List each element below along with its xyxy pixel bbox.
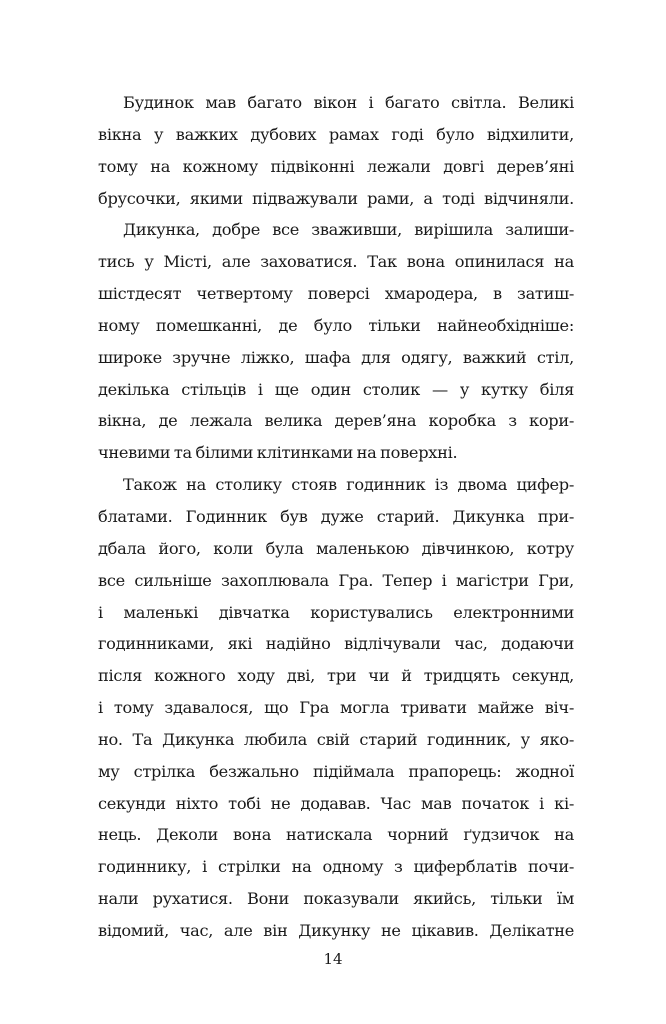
text-line: нали рухатися. Вони показували якийсь, тільки їм (98, 889, 574, 909)
page-body (98, 87, 574, 947)
paragraph-1 (98, 87, 574, 214)
text-line: годиннику, і стрілки на одному з циферблатів почи- (98, 857, 574, 877)
page-number: 14 (323, 950, 343, 968)
text-line: ному помешканні, де було тільки найнеобхідніше: (98, 315, 574, 335)
text-line: після кожного ходу дві, три чи й тридцять секунд, (98, 666, 574, 686)
text-line: вікна, де лежала велика дерев’яна коробка з кори- (98, 411, 574, 431)
text-line: Також на столику стояв годинник із двома цифер- (123, 475, 574, 495)
text-line: нець. Деколи вона натискала чорний ґудзичок на (98, 825, 574, 845)
text-line: тому на кожному підвіконні лежали довгі дерев’яні (98, 156, 574, 176)
text-line: Будинок мав багато вікон і багато світла. Великі (123, 93, 574, 112)
text-line: і маленькі дівчатка користувались електронними (98, 602, 574, 622)
text-line: вікна у важких дубових рамах годі було відхилити, (98, 124, 574, 144)
text-line: чневими та білими клітинками на поверхні. (98, 443, 458, 463)
text-line: тись у Місті, але заховатися. Так вона опинилася на (98, 252, 574, 272)
text-line: все сильніше захоплювала Гра. Тепер і магістри Гри, (98, 570, 574, 590)
text-line: декілька стільців і ще один столик — у кутку біля (98, 379, 574, 399)
text-line: блатами. Годинник був дуже старий. Дикунка при- (98, 506, 574, 526)
text-line: і тому здавалося, що Гра могла тривати майже віч- (98, 698, 574, 718)
text-line: дбала його, коли була маленькою дівчинкою, котру (98, 538, 574, 558)
paragraph-3 (98, 469, 574, 947)
text-line: шістдесят четвертому поверсі хмародера, в затиш- (98, 284, 574, 304)
text-line: секунди ніхто тобі не додавав. Час мав початок і кі- (98, 793, 574, 813)
text-line: брусочки, якими підважували рами, а тоді відчиняли. (98, 188, 574, 208)
text-line: Дикунка, добре все зваживши, вирішила залиши- (123, 220, 574, 240)
text-line: годинниками, які надійно відлічували час, додаючи (98, 634, 574, 654)
text-line: но. Та Дикунка любила свій старий годинник, у яко- (98, 729, 574, 749)
paragraph-2 (98, 214, 574, 469)
text-line: му стрілка безжально підіймала прапорець: жодної (98, 761, 574, 781)
text-line: широке зручне ліжко, шафа для одягу, важкий стіл, (98, 347, 574, 367)
text-line: відомий, час, але він Дикунку не цікавив. Делікатне (98, 920, 574, 940)
